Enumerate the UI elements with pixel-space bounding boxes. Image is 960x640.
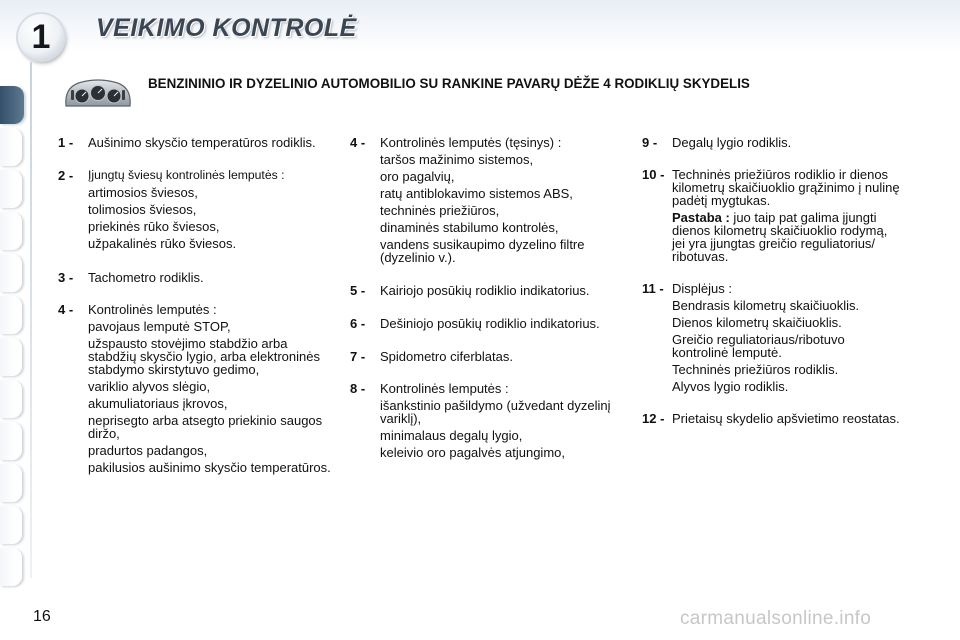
list-item [58, 136, 333, 149]
list-item [350, 284, 635, 297]
sub-item: variklio alyvos slėgio, [88, 379, 211, 394]
sub-item: užspausto stovėjimo stabdžio arba stabdžių skysčio lygio, arba elektroninės stabdymo skirstytuvo gedimo, [88, 336, 320, 377]
item-text: Kontrolinės lemputės (tęsinys) : [380, 135, 562, 150]
sub-item: Dienos kilometrų skaičiuoklis. [672, 315, 842, 330]
list-item [350, 317, 635, 330]
chapter-number: 1 [31, 17, 51, 56]
item-number: 12 - [642, 411, 665, 426]
side-tab[interactable] [0, 506, 22, 544]
sub-item: tolimosios šviesos, [88, 202, 197, 217]
item-text: Tachometro rodiklis. [88, 270, 204, 285]
list-item [58, 303, 333, 474]
list-item [350, 350, 635, 363]
side-tab[interactable] [0, 212, 22, 250]
item-text: Kairiojo posūkių rodiklio indikatorius. [380, 283, 590, 298]
item-number: 4 - [350, 135, 366, 150]
item-number: 7 - [350, 349, 366, 364]
list-item [58, 169, 333, 250]
chapter-title: VEIKIMO KONTROLĖ [96, 14, 357, 42]
sub-item: akumuliatoriaus įkrovos, [88, 396, 228, 411]
list-item [642, 168, 902, 263]
item-number: 3 - [58, 270, 74, 285]
list-item [58, 271, 333, 284]
item-text: Prietaisų skydelio apšvietimo reostatas. [672, 411, 900, 426]
item-text: Įjungtų šviesų kontrolinės lemputės : [88, 168, 285, 182]
item-number: 6 - [350, 316, 366, 331]
item-number: 8 - [350, 381, 366, 396]
item-number: 2 - [58, 168, 74, 183]
item-text: Aušinimo skysčio temperatūros rodiklis. [88, 135, 316, 150]
item-number: 4 - [58, 302, 74, 317]
sub-item: pakilusios aušinimo skysčio temperatūros. [88, 460, 331, 475]
sub-item: keleivio oro pagalvės atjungimo, [380, 445, 565, 460]
item-number: 10 - [642, 167, 665, 182]
column-1 [58, 136, 333, 474]
sub-item: taršos mažinimo sistemos, [380, 152, 534, 167]
page-number: 16 [33, 608, 51, 625]
item-text: Kontrolinės lemputės : [88, 302, 217, 317]
list-item [642, 282, 902, 393]
sub-item: ratų antiblokavimo sistemos ABS, [380, 186, 573, 201]
item-number: 1 - [58, 135, 74, 150]
side-divider [30, 62, 32, 578]
note-text [672, 211, 902, 263]
sub-item: artimosios šviesos, [88, 185, 198, 200]
item-text: Techninės priežiūros rodiklio ir dienos kilometrų skaičiuoklio grąžinimo į nulinę padėtį mygtukas. [672, 167, 900, 208]
side-tab[interactable] [0, 380, 22, 418]
section-title: BENZININIO IR DYZELINIO AUTOMOBILIO SU RANKINE PAVARŲ DĖŽE 4 RODIKLIŲ SKYDELIS [148, 76, 750, 91]
item-number: 11 - [642, 281, 664, 296]
item-text: Dešiniojo posūkių rodiklio indikatorius. [380, 316, 600, 331]
list-item [350, 136, 635, 264]
item-text: Kontrolinės lemputės : [380, 381, 509, 396]
sub-item: Bendrasis kilometrų skaičiuoklis. [672, 298, 860, 313]
sub-item: priekinės rūko šviesos, [88, 219, 220, 234]
sub-item: minimalaus degalų lygio, [380, 428, 523, 443]
side-tab[interactable] [0, 548, 22, 586]
instrument-panel-icon [62, 76, 134, 110]
sub-item: oro pagalvių, [380, 169, 455, 184]
side-tab[interactable] [0, 464, 22, 502]
note-label: Pastaba : [672, 210, 730, 225]
item-text: Spidometro ciferblatas. [380, 349, 513, 364]
sub-item: vandens susikaupimo dyzelino filtre (dyzelinio v.). [380, 237, 585, 265]
side-tab[interactable] [0, 338, 22, 376]
side-tab[interactable] [0, 422, 22, 460]
watermark: carmanualsonline.info [680, 608, 872, 629]
side-tab-active[interactable] [0, 86, 24, 124]
column-2 [350, 136, 635, 459]
chapter-badge [18, 14, 64, 60]
item-text: Displėjus : [672, 281, 732, 296]
item-number: 5 - [350, 283, 366, 298]
sub-item: išankstinio pašildymo (užvedant dyzelinį variklį), [380, 398, 611, 426]
sub-item: dinaminės stabilumo kontrolės, [380, 220, 559, 235]
item-number: 9 - [642, 135, 658, 150]
list-item [350, 382, 635, 459]
side-tab[interactable] [0, 254, 22, 292]
list-item [642, 136, 902, 149]
note-body: juo taip pat galima įjungti dienos kilometrų skaičiuoklio rodymą, jei yra įjungtas greičio reguliatorius/ ribotuvas. [672, 210, 888, 264]
side-tab[interactable] [0, 296, 22, 334]
item-text: Degalų lygio rodiklis. [672, 135, 792, 150]
side-tab[interactable] [0, 128, 22, 166]
side-tab[interactable] [0, 170, 22, 208]
sub-item: užpakalinės rūko šviesos. [88, 236, 237, 251]
side-tabs [0, 60, 34, 580]
sub-item: Greičio reguliatoriaus/ribotuvo kontrolinė lemputė. [672, 332, 845, 360]
sub-item: pradurtos padangos, [88, 443, 208, 458]
column-3 [642, 136, 902, 425]
sub-item: pavojaus lemputė STOP, [88, 319, 231, 334]
sub-item: Alyvos lygio rodiklis. [672, 379, 789, 394]
list-item [642, 412, 902, 425]
sub-item: Techninės priežiūros rodiklis. [672, 362, 839, 377]
sub-item: neprisegto arba atsegto priekinio saugos diržo, [88, 413, 323, 441]
sub-item: techninės priežiūros, [380, 203, 500, 218]
